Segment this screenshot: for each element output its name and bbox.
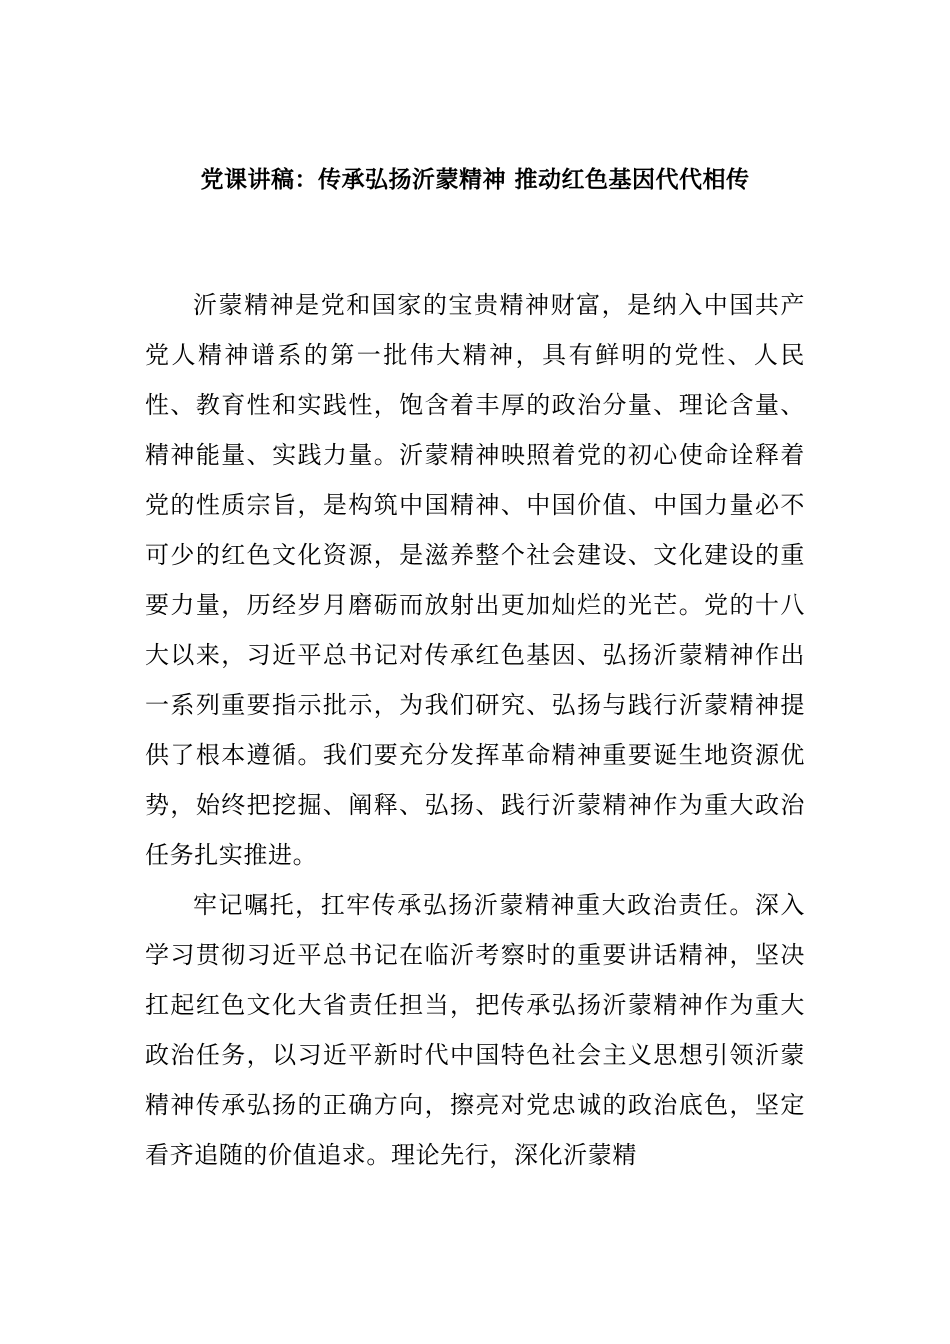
paragraph-2: 牢记嘱托，扛牢传承弘扬沂蒙精神重大政治责任。深入学习贯彻习近平总书记在临沂考察时的重要讲话精神，坚决扛起红色文化大省责任担当，把传承弘扬沂蒙精神作为重大政治任务，以习近平新时代中国特色社会主义思想引领沂蒙精神传承弘扬的正确方向，擦亮对党忠诚的政治底色，坚定看齐追随的价值追求。理论先行，深化沂蒙精 xyxy=(145,891,805,1169)
paragraph-1: 沂蒙精神是党和国家的宝贵精神财富，是纳入中国共产党人精神谱系的第一批伟大精神，具有鲜明的党性、人民性、教育性和实践性，饱含着丰厚的政治分量、理论含量、精神能量、实践力量。沂蒙精神映照着党的初心使命诠释着党的性质宗旨，是构筑中国精神、中国价值、中国力量必不可少的红色文化资源，是滋养整个社会建设、文化建设的重要力量，历经岁月磨砺而放射出更加灿烂的光芒。党的十八大以来，习近平总书记对传承红色基因、弘扬沂蒙精神作出一系列重要指示批示，为我们研究、弘扬与践行沂蒙精神提供了根本遵循。我们要充分发挥革命精神重要诞生地资源优势，始终把挖掘、阐释、弘扬、践行沂蒙精神作为重大政治任务扎实推进。 xyxy=(145,291,805,869)
document-body xyxy=(145,280,805,1180)
document-title: 党课讲稿：传承弘扬沂蒙精神 推动红色基因代代相传 xyxy=(200,167,750,193)
